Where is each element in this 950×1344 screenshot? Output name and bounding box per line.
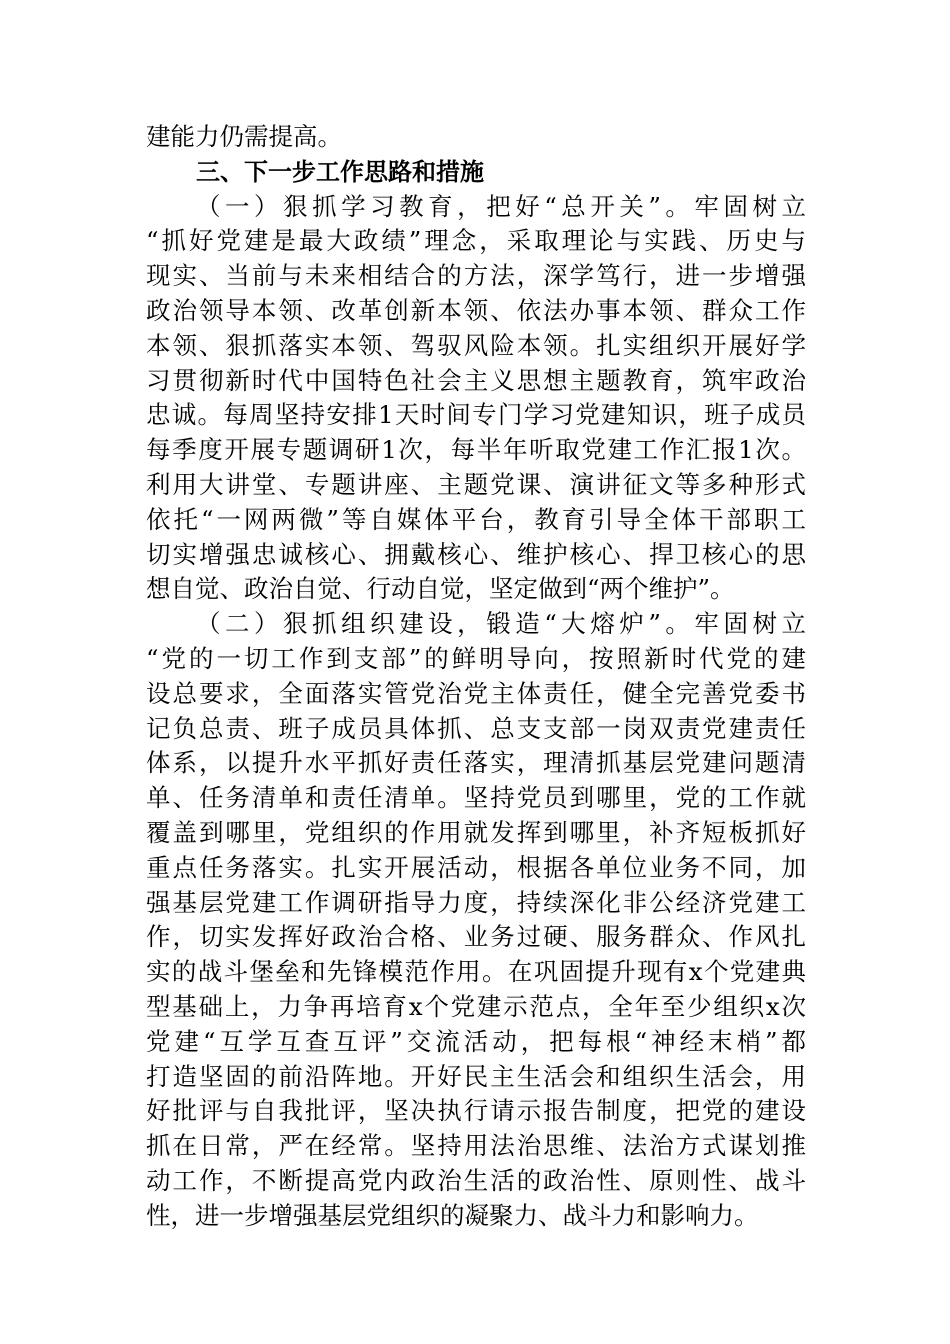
paragraph-line: 好批评与自我批评，坚决执行请示报告制度，把党的建设 <box>146 1096 806 1126</box>
paragraph-line: 现实、当前与未来相结合的方法，深学笃行，进一步增强 <box>146 261 806 291</box>
paragraph-line: 切实增强忠诚核心、拥戴核心、维护核心、捍卫核心的思 <box>146 539 806 569</box>
paragraph-line: 本领、狠抓落实本领、驾驭风险本领。扎实组织开展好学 <box>146 330 806 360</box>
paragraph-line: “党的一切工作到支部”的鲜明导向，按照新时代党的建 <box>146 643 806 673</box>
paragraph-line: 体系，以提升水平抓好责任落实，理清抓基层党建问题清 <box>146 748 806 778</box>
paragraph-line: 打造坚固的前沿阵地。开好民主生活会和组织生活会，用 <box>146 1061 806 1091</box>
paragraph-line: 性，进一步增强基层党组织的凝聚力、战斗力和影响力。 <box>146 1200 759 1230</box>
paragraph-line: 党建“互学互查互评”交流活动，把每根“神经末梢”都 <box>146 1026 806 1056</box>
paragraph-line: 忠诚。每周坚持安排1天时间专门学习党建知识，班子成员 <box>146 400 806 430</box>
paragraph-line: 抓在日常，严在经常。坚持用法治思维、法治方式谋划推 <box>146 1131 806 1161</box>
paragraph-line: （一）狠抓学习教育，把好“总开关”。牢固树立 <box>196 191 806 221</box>
paragraph-line: 政治领导本领、改革创新本领、依法办事本领、群众工作 <box>146 295 806 325</box>
paragraph-line: 设总要求，全面落实管党治党主体责任，健全完善党委书 <box>146 678 806 708</box>
paragraph-line: 依托“一网两微”等自媒体平台，教育引导全体干部职工 <box>146 504 806 534</box>
paragraph-line: 每季度开展专题调研1次，每半年听取党建工作汇报1次。 <box>146 435 806 465</box>
carryover-line: 建能力仍需提高。 <box>146 122 342 151</box>
section-heading: 三、下一步工作思路和措施 <box>196 157 484 186</box>
paragraph-line: 记负总责、班子成员具体抓、总支支部一岗双责党建责任 <box>146 713 806 743</box>
paragraph-line: （二）狠抓组织建设，锻造“大熔炉”。牢固树立 <box>196 609 806 639</box>
paragraph-organization-building <box>146 607 806 1233</box>
document-body <box>146 120 806 1234</box>
paragraph-line: 想自觉、政治自觉、行动自觉，坚定做到“两个维护”。 <box>146 574 735 604</box>
paragraph-line: “抓好党建是最大政绩”理念，采取理论与实践、历史与 <box>146 226 806 256</box>
paragraph-study-education <box>146 190 806 608</box>
paragraph-line: 强基层党建工作调研指导力度，持续深化非公经济党建工 <box>146 887 806 917</box>
paragraph-line: 重点任务落实。扎实开展活动，根据各单位业务不同，加 <box>146 852 806 882</box>
paragraph-line: 单、任务清单和责任清单。坚持党员到哪里，党的工作就 <box>146 783 806 813</box>
paragraph-line: 覆盖到哪里，党组织的作用就发挥到哪里，补齐短板抓好 <box>146 817 806 847</box>
paragraph-line: 型基础上，力争再培育x个党建示范点，全年至少组织x次 <box>146 991 806 1021</box>
paragraph-line: 作，切实发挥好政治合格、业务过硬、服务群众、作风扎 <box>146 922 806 952</box>
paragraph-line: 利用大讲堂、专题讲座、主题党课、演讲征文等多种形式 <box>146 469 806 499</box>
paragraph-line: 习贯彻新时代中国特色社会主义思想主题教育，筑牢政治 <box>146 365 806 395</box>
paragraph-line: 动工作，不断提高党内政治生活的政治性、原则性、战斗 <box>146 1165 806 1195</box>
paragraph-line: 实的战斗堡垒和先锋模范作用。在巩固提升现有x个党建典 <box>146 957 806 987</box>
